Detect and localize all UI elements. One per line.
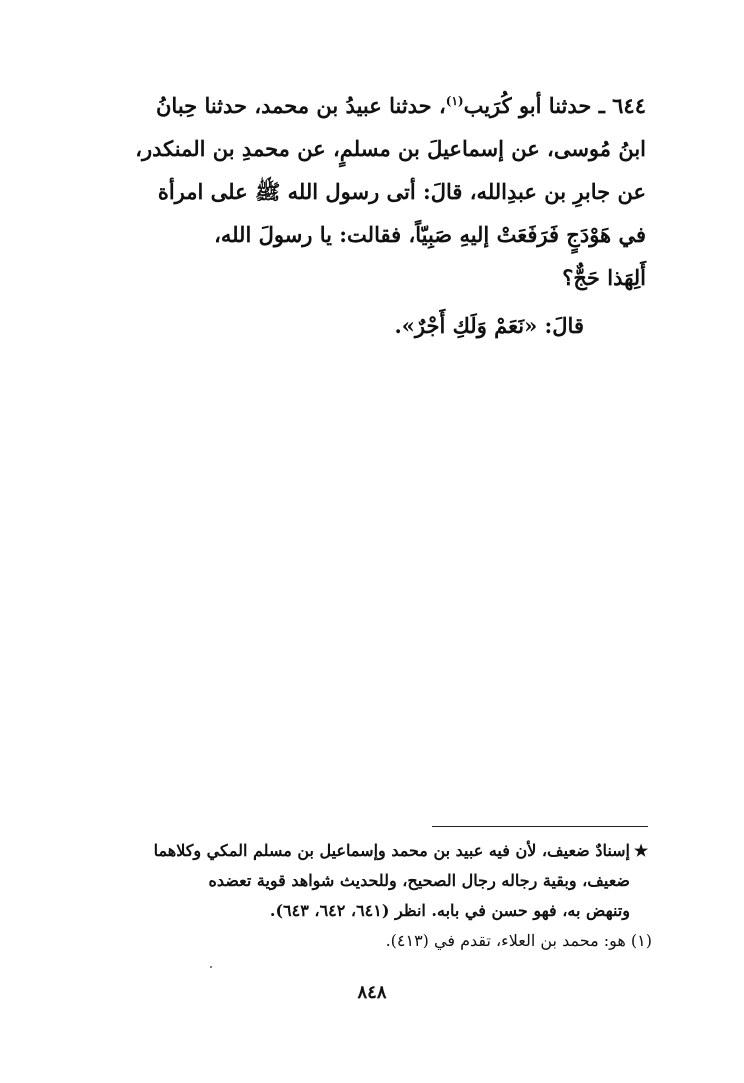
footnotes [70, 836, 652, 956]
footnote-1-marker: (١) [630, 931, 652, 950]
hadith-line-2: ابنُ مُوسى، عن إسماعيلَ بن مسلمٍ، عن محمدِ بن المنكدر، [135, 136, 646, 161]
hadith-line-4: في هَوْدَجٍ فَرَفَعَتْ إليهِ صَبِيّاً، فقالت: يا رسولَ الله، [214, 222, 646, 247]
footnote-ref-1[interactable]: (١) [445, 94, 464, 108]
hadith-line-1 [80, 84, 646, 127]
footnote-separator [432, 826, 648, 827]
hadith-line-1-rest: ، حدثنا عبيدُ بن محمد، حدثنا حِبانُ [156, 93, 446, 118]
print-speck [210, 966, 212, 968]
hadith-line-3: عن جابرِ بن عبدِالله، قالَ: أتى رسول الله ﷺ على امرأة [157, 179, 646, 204]
hadith-line-5: أَلِهَذا حَجٌّ؟ [562, 265, 646, 290]
page-number: ٨٤٨ [357, 982, 387, 1003]
footnote-star-text-1: إسنادٌ ضعيف، لأن فيه عبيد بن محمد وإسماعيل بن مسلم المكي وكلاهما [153, 841, 630, 860]
footnote-1-text: هو: محمد بن العلاء، تقدم في (٤١٣). [385, 931, 626, 950]
hadith-line-1-start: ٦٤٤ ـ حدثنا أبو كُرَيب [463, 93, 646, 118]
footnote-star-line-1 [70, 836, 652, 866]
star-marker: ★ [633, 841, 649, 860]
prophet-saying: قالَ: «نَعَمْ وَلَكِ أَجْرٌ». [394, 313, 584, 338]
footnote-star-line-3: وتنهض به، فهو حسن في بابه. انظر (٦٤١، ٦٤٢، ٦٤٣). [269, 901, 630, 920]
footnote-star-line-2: ضعيف، وبقية رجاله رجال الصحيح، وللحديث شواهد قوية تعضده [208, 871, 630, 890]
hadith-text [80, 84, 646, 299]
footnote-1 [70, 926, 652, 956]
